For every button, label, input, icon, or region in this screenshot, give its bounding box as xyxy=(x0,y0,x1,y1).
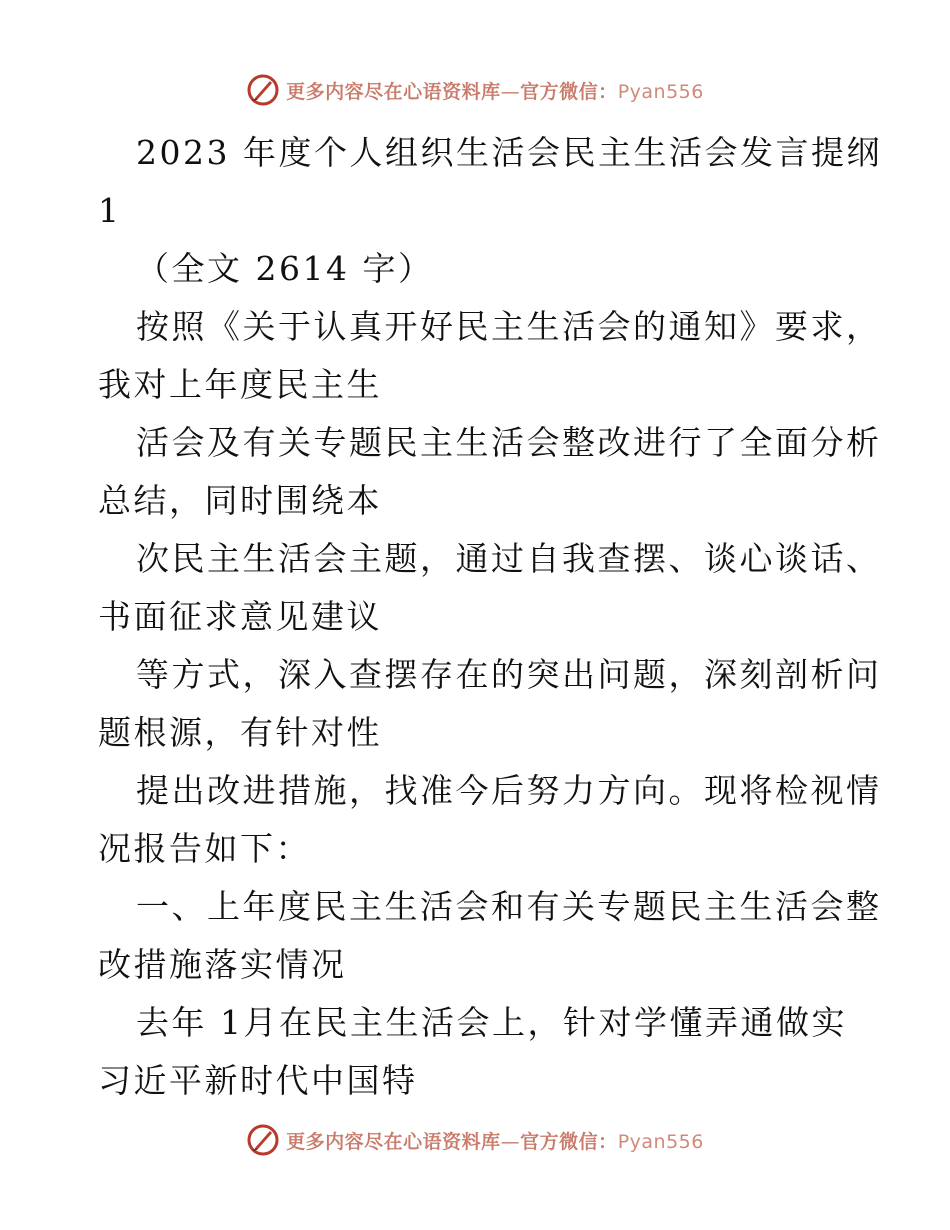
watermark-suffix: 官方微信： xyxy=(520,80,618,103)
watermark-separator: — xyxy=(500,80,521,103)
paragraph-line: 活会及有关专题民主生活会整改进行了全面分析 xyxy=(136,423,882,462)
paragraph-line: 书面征求意见建议 xyxy=(98,597,382,636)
paragraph-line: 题根源，有针对性 xyxy=(98,713,382,752)
paragraph-line: 况报告如下： xyxy=(98,829,311,868)
watermark-id: Pyan556 xyxy=(617,80,704,103)
section-heading-cont: 改措施落实情况 xyxy=(98,945,347,984)
paragraph-line: 按照《关于认真开好民主生活会的通知》要求， xyxy=(136,307,882,346)
paragraph-line: 次民主生活会主题，通过自我查摆、谈心谈话、 xyxy=(136,539,882,578)
quill-pen-logo-icon xyxy=(246,73,280,107)
watermark-id: Pyan556 xyxy=(617,1130,704,1153)
paragraph-line: 习近平新时代中国特 xyxy=(98,1061,418,1100)
watermark-separator: — xyxy=(500,1130,521,1153)
section-heading: 一、上年度民主生活会和有关专题民主生活会整 xyxy=(136,887,882,926)
word-count: （全文 2614 字） xyxy=(136,249,434,288)
watermark-suffix: 官方微信： xyxy=(520,1130,618,1153)
document-title-cont: 1 xyxy=(98,191,122,230)
quill-pen-logo-icon xyxy=(246,1123,280,1157)
watermark-header xyxy=(0,70,950,110)
paragraph-line: 去年 1月在民主生活会上，针对学懂弄通做实 xyxy=(136,1003,847,1042)
paragraph-line: 我对上年度民主生 xyxy=(98,365,382,404)
watermark-main: 更多内容尽在心语资料库 xyxy=(286,1130,501,1153)
paragraph-line: 总结，同时围绕本 xyxy=(98,481,382,520)
paragraph-line: 提出改进措施，找准今后努力方向。现将检视情 xyxy=(136,771,882,810)
watermark-footer xyxy=(0,1120,950,1160)
paragraph-line: 等方式，深入查摆存在的突出问题，深刻剖析问 xyxy=(136,655,882,694)
watermark-text xyxy=(286,1127,704,1154)
document-body xyxy=(98,124,882,1110)
document-title: 2023 年度个人组织生活会民主生活会发言提纲 xyxy=(136,133,882,172)
watermark-main: 更多内容尽在心语资料库 xyxy=(286,80,501,103)
watermark-text xyxy=(286,77,704,104)
